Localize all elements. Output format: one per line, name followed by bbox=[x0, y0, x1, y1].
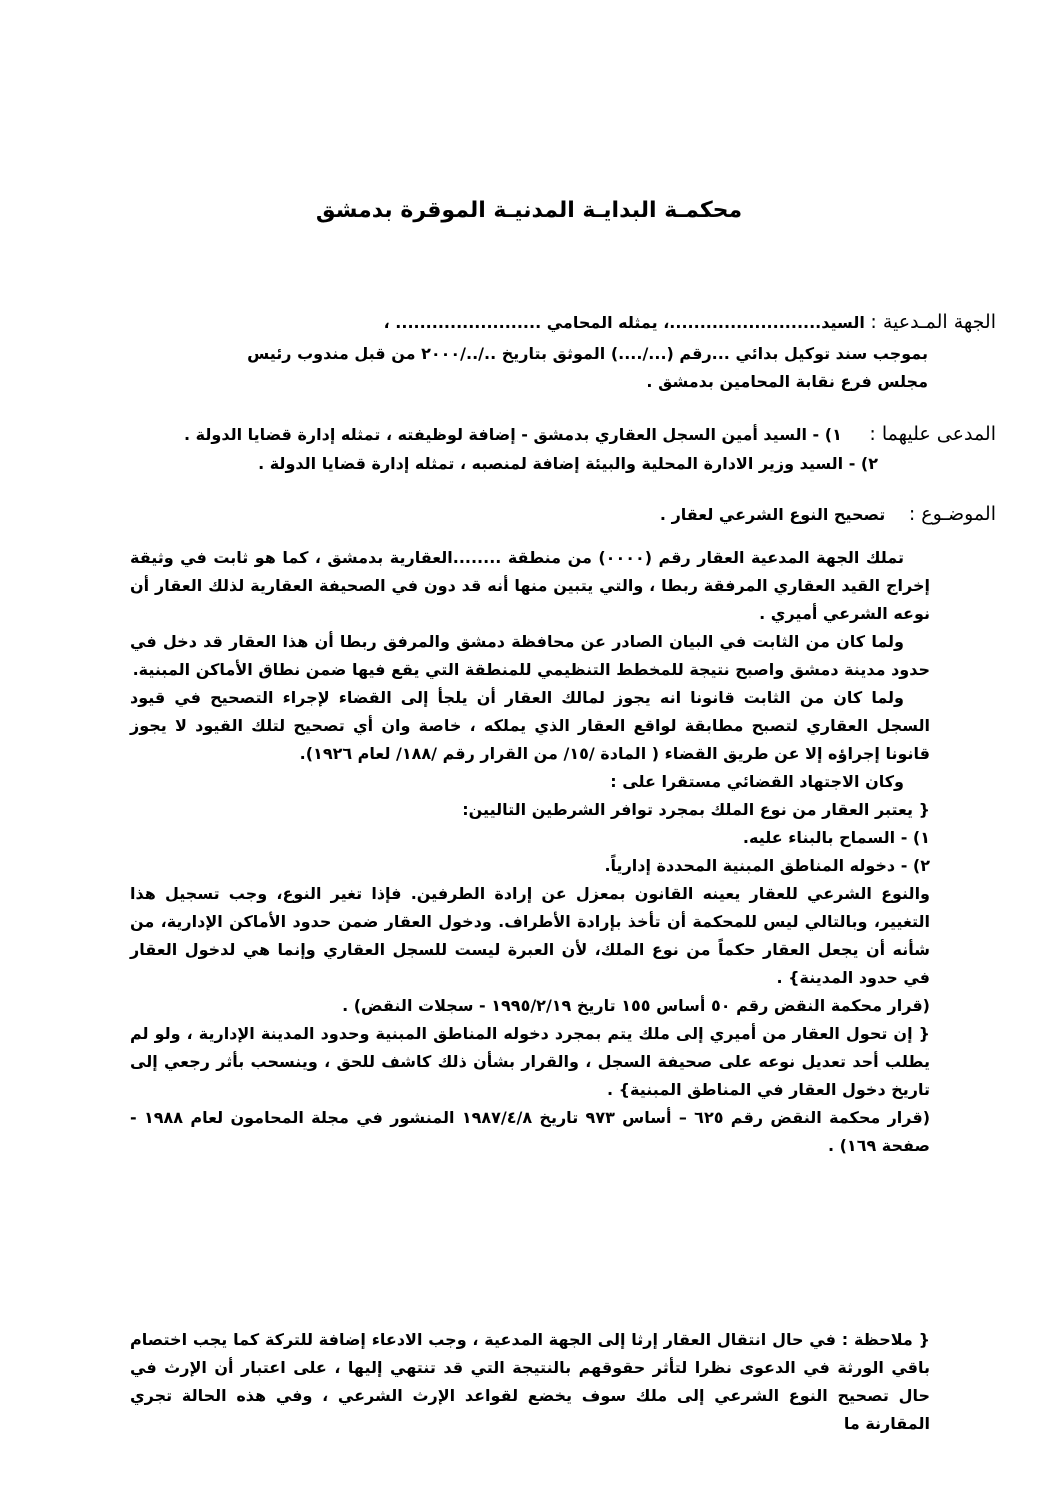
plaintiff-line bbox=[384, 310, 996, 335]
subject-label: الموضـوع : bbox=[908, 503, 996, 525]
subject-line bbox=[660, 502, 996, 527]
body-paragraph-city-limits: ولما كان من الثابت في البيان الصادر عن محافظة دمشق والمرفق ربطا أن هذا العقار قد دخل في حدود مدينة دمشق واصبح نتيجة للمخطط التنظيمي للمنطقة التي يقع فيها ضمن نطاق الأماكن المبنية. bbox=[130, 632, 930, 679]
body-citation-2: (قرار محكمة النقض رقم ٦٢٥ – أساس ٩٧٣ تاريخ ١٩٨٧/٤/٨ المنشور في مجلة المحامون لعام ١٩٨٨ - صفحة ١٦٩) . bbox=[130, 1108, 931, 1155]
defendant-2: ٢) - السيد وزير الادارة المحلية والبيئة إضافة لمنصبه ، تمثله إدارة قضايا الدولة . bbox=[258, 454, 878, 473]
defendant-1: ١) - السيد أمين السجل العقاري بدمشق - إضافة لوظيفته ، تمثله إدارة قضايا الدولة . bbox=[184, 425, 842, 444]
body-citation-1: (قرار محكمة النقض رقم ٥٠ أساس ١٥٥ تاريخ ١٩٩٥/٢/١٩ - سجلات النقض) . bbox=[342, 996, 930, 1015]
plaintiff-label: الجهة المـدعية : bbox=[870, 311, 996, 333]
body-paragraph-legal-type: والنوع الشرعي للعقار يعينه القانون بمعزل عن إرادة الطرفين. فإذا تغير النوع، وجب تسجيل هذا التغيير، وبالتالي ليس للمحكمة أن تأخذ بإرادة الأطراف. ودخول العقار ضمن حدود الأماكن الإدارية، من شأنه أن يجعل العقار حكماً من نوع الملك، لأن العبرة ليست للسجل العقاري وإنما هي لدخول العقار في حدود المدينة} . bbox=[130, 884, 930, 987]
plaintiff-name: السيد.........................، يمثله المحامي ........................ ، bbox=[383, 313, 865, 332]
body-quote-transformation: { إن تحول العقار من أميري إلى ملك يتم بمجرد دخوله المناطق المبنية وحدود المدينة الإدارية ، ولو لم يطلب أحد تعديل نوعه على صحيفة السجل ، والقرار بشأن ذلك كاشف للحق ، وينسحب بأثر رجعي إلى تاريخ دخول العقار في المناطق المبنية} . bbox=[130, 1024, 930, 1099]
plaintiff-proxy-line-2: مجلس فرع نقابة المحامين بدمشق . bbox=[646, 372, 928, 391]
body-paragraph-ownership: تملك الجهة المدعية العقار رقم (٠٠٠٠) من منطقة ........العقارية بدمشق ، كما هو ثابت في وثيقة إخراج القيد العقاري المرفقة ربطا ، والتي يتبين منها أنه قد دون في الصحيفة العقارية لذلك العقار أن نوعه الشرعي أميري . bbox=[130, 548, 930, 623]
subject-text: تصحيح النوع الشرعي لعقار . bbox=[659, 505, 886, 524]
court-title: محكمـة البدايـة المدنيـة الموقرة بدمشق bbox=[315, 198, 743, 223]
body-section-note bbox=[130, 1326, 930, 1438]
defendants-label: المدعى عليهما : bbox=[869, 423, 996, 445]
body-paragraph-jurisprudence-intro: وكان الاجتهاد القضائي مستقرا على : bbox=[610, 772, 904, 791]
body-paragraph-legal-basis: ولما كان من الثابت قانونا انه يجوز لمالك العقار أن يلجأ إلى القضاء لإجراء التصحيح في قيود السجل العقاري لتصبح مطابقة لواقع العقار الذي يملكه ، خاصة وان أي تصحيح لتلك القيود لا يجوز قانونا إجراؤه إلا عن طريق القضاء ( المادة /١٥/ من القرار رقم /١٨٨/ لعام ١٩٢٦). bbox=[130, 688, 930, 763]
plaintiff-proxy-line: بموجب سند توكيل بدائي ...رقم (.../....) الموثق بتاريخ ../../٢٠٠٠ من قبل مندوب رئيس bbox=[247, 344, 928, 363]
body-condition-1: ١) - السماح بالبناء عليه. bbox=[742, 828, 930, 847]
body-note: { ملاحظة : في حال انتقال العقار إرثا إلى الجهة المدعية ، وجب الادعاء إضافة للتركة كما يجب اختصام باقي الورثة في الدعوى نظرا لتأثر حقوقهم بالنتيجة التي قد تنتهي إليها ، على اعتبار أن الإرث في حال تصحيح النوع الشرعي إلى ملك سوف يخضع لقواعد الإرث الشرعي ، وفي هذه الحالة تجري المقارنة ما bbox=[130, 1330, 930, 1433]
body-quote-conditions: { يعتبر العقار من نوع الملك بمجرد توافر الشرطين التاليين: bbox=[462, 800, 930, 819]
body-condition-2: ٢) - دخوله المناطق المبنية المحددة إدارياً. bbox=[604, 856, 930, 875]
defendants-line bbox=[184, 422, 996, 447]
body-section-1 bbox=[130, 544, 930, 1160]
